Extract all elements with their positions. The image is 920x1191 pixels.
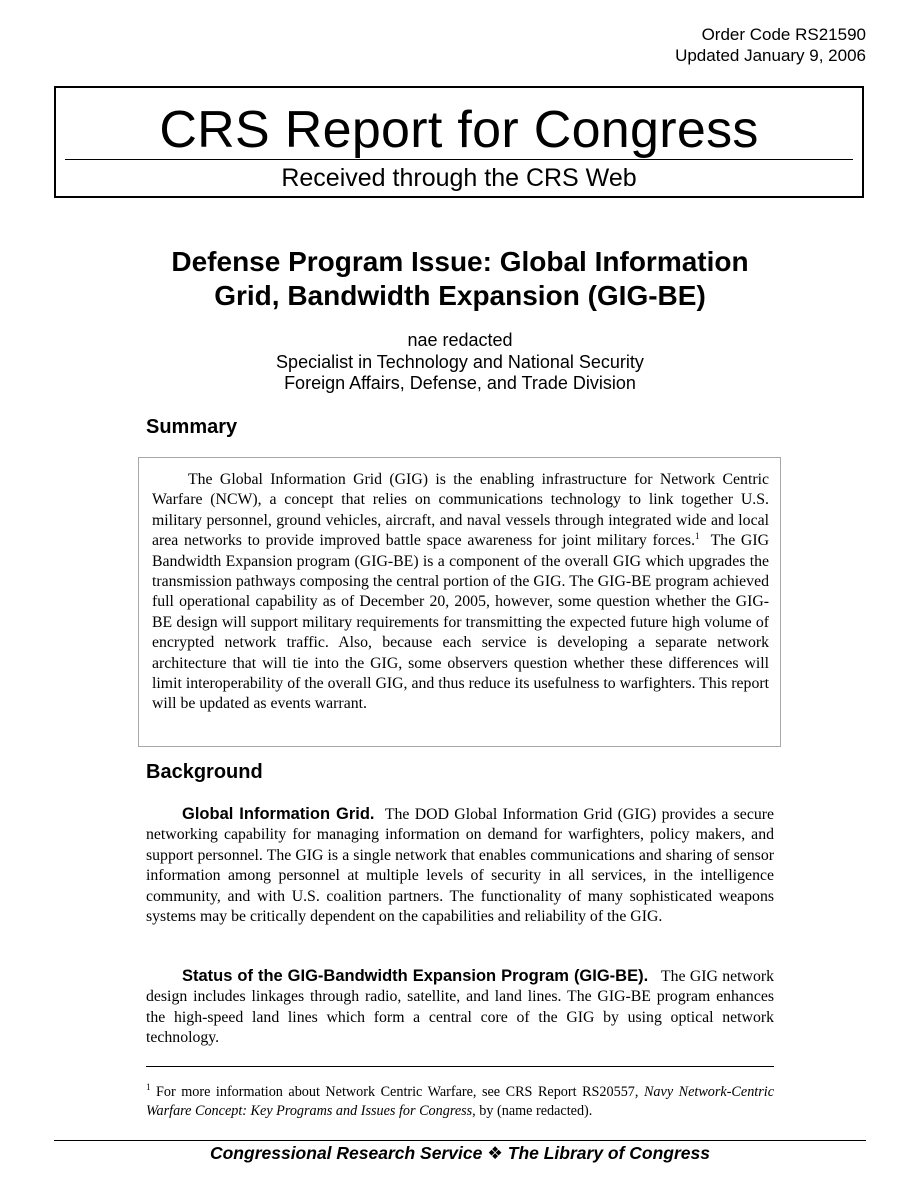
page-footer: Congressional Research Service ❖ The Library of Congress: [209, 1143, 711, 1163]
banner-title: CRS Report for Congress: [159, 101, 759, 159]
footnote-text-end: , by (name redacted).: [472, 1103, 593, 1119]
document-title-line-1: Defense Program Issue: Global Information: [171, 246, 749, 277]
footnote-cited-title: Navy Network-Centric Warfare Concept: Key Programs and Issues for Congress: [146, 1084, 774, 1119]
document-title-line-2: Grid, Bandwidth Expansion (GIG-BE): [214, 280, 706, 311]
status-paragraph-text: The GIG network design includes linkages through radio, satellite, and land lines. The GIG-BE program enhances the high-speed land lines which form a central core of the GIG by using optical network technology.: [146, 968, 774, 1047]
status-paragraph: [146, 966, 774, 1049]
author-position: Specialist in Technology and National Security: [276, 351, 644, 372]
summary-text: [152, 470, 769, 715]
order-code-block: [675, 24, 866, 66]
report-banner: [54, 86, 864, 198]
status-run-in-heading: Status of the GIG-Bandwidth Expansion Program (GIG-BE).: [182, 967, 649, 985]
footnote-ref[interactable]: 1: [695, 531, 700, 542]
background-heading: Background: [146, 761, 263, 783]
author-division: Foreign Affairs, Defense, and Trade Division: [284, 373, 636, 393]
author-name: nae redacted: [407, 330, 513, 350]
footnote-divider: [146, 1066, 774, 1067]
updated-date: Updated January 9, 2006: [675, 46, 866, 65]
document-title: [120, 245, 800, 313]
banner-divider: [65, 159, 853, 160]
summary-box: [138, 457, 781, 747]
gig-paragraph: [146, 804, 774, 927]
author-block: [160, 330, 760, 395]
summary-text-part-1: The Global Information Grid (GIG) is the enabling infrastructure for Network Centric Warfare (NCW), a concept that relies on communications technology to link together U.S. military personnel, ground vehicles, aircraft, and naval vessels through integrated wide and local area networks to provide improved battle space awareness for joint military forces.: [152, 471, 769, 550]
gig-run-in-heading: Global Information Grid.: [182, 805, 375, 823]
order-code: Order Code RS21590: [701, 25, 866, 44]
gig-paragraph-text: The DOD Global Information Grid (GIG) provides a secure networking capability for managing information on demand for warfighters, policy makers, and support personnel. The GIG is a single network that enables communications and sharing of sensor information among personnel at multiple levels of security in all services, in the intelligence community, and with U.S. coalition partners. The functionality of many sophisticated weapons systems may be critically dependent on the capabilities and reliability of the GIG.: [146, 806, 774, 926]
footnote-number: 1: [146, 1082, 151, 1092]
footnote: [146, 1083, 774, 1121]
banner-subtitle: Received through the CRS Web: [281, 164, 637, 192]
footnote-text: For more information about Network Centric Warfare, see CRS Report RS20557,: [156, 1084, 639, 1100]
summary-text-part-2: The GIG Bandwidth Expansion program (GIG-BE) is a component of the overall GIG which upgrades the transmission pathways composing the central portion of the GIG. The GIG-BE program achieved full operational capability as of December 20, 2005, however, some question whether the GIG-BE design will support military requirements for transmitting the expected future high volume of encrypted network traffic. Also, because each service is developing a separate network architecture that will tie into the GIG, some observers question whether these differences will limit interoperability of the overall GIG, and thus reduce its usefulness to warfighters. This report will be updated as events warrant.: [152, 532, 769, 713]
summary-heading: Summary: [146, 416, 238, 438]
footer-divider: [54, 1140, 866, 1141]
